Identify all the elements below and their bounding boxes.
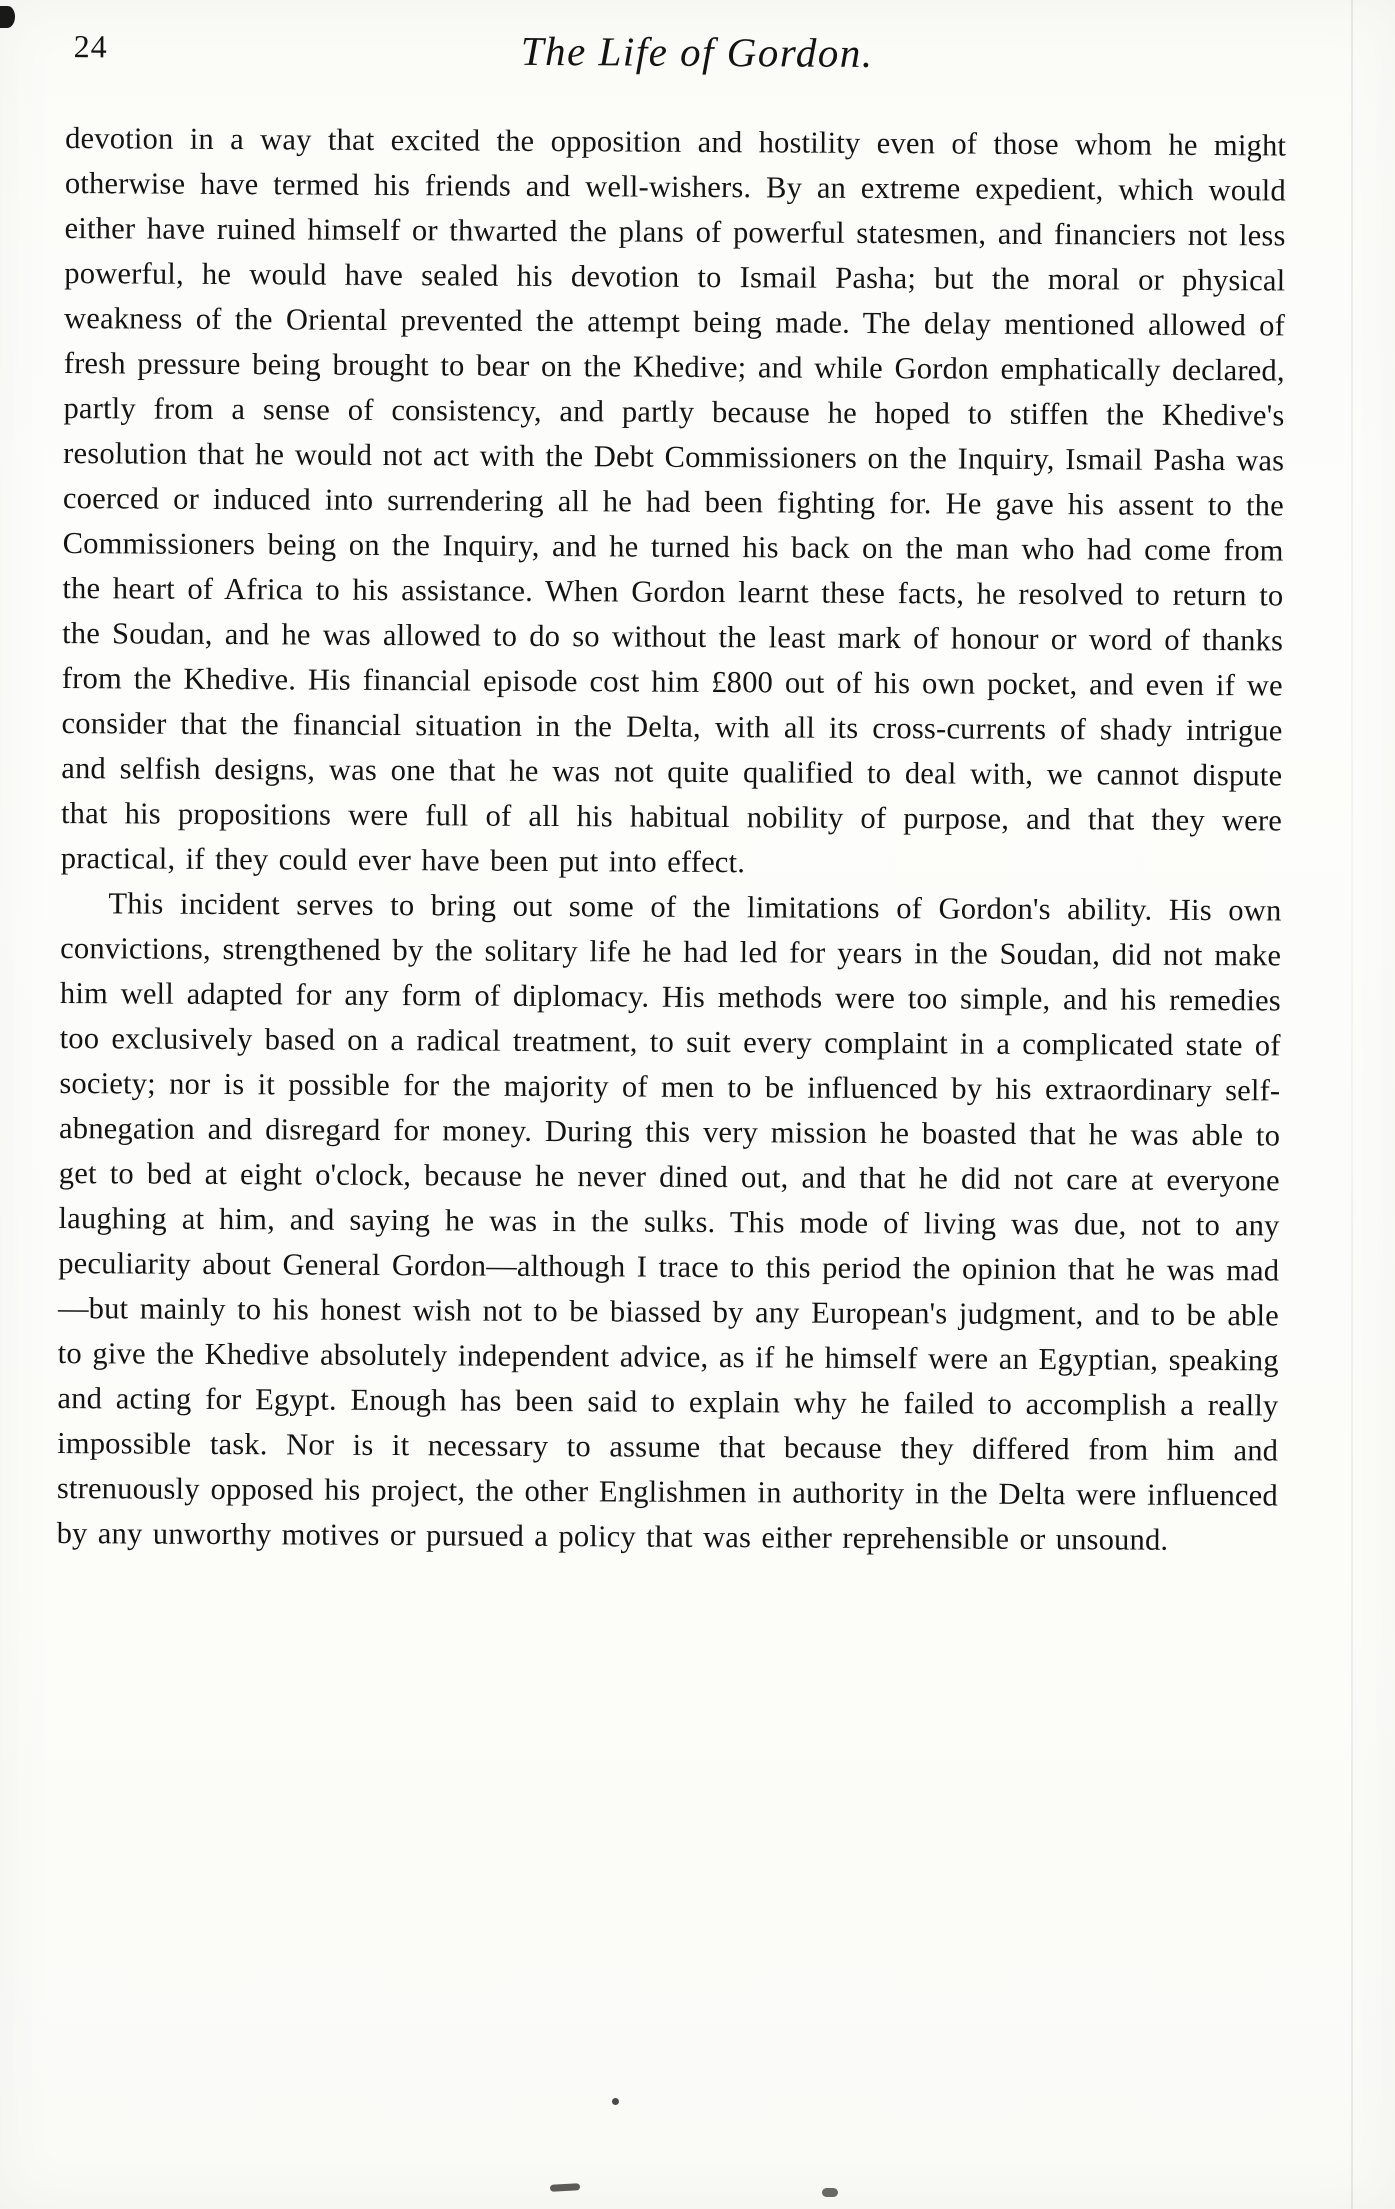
page-header: [0, 0, 1395, 98]
page-number: 24: [73, 28, 108, 65]
running-title: The Life of Gordon.: [520, 27, 874, 76]
text-block: [0, 116, 1394, 1564]
scan-crease-line: [1351, 0, 1353, 2209]
body-paragraph: This incident serves to bring out some of the limitations of Gordon's ability. His own convictions, strengthened by the solitary life he had led for years in the Soudan, did not make him well adapted for any form of diplomacy. His methods were too simple, and his remedies too exclusively based on a radical treatment, to suit every complaint in a complicated state of society; nor is it possible for the majority of men to be influenced by his extraordinary self-abnegation and disregard for money. During this very mission he boasted that he was able to get to bed at eight o'clock, because he never dined out, and that he did not care at everyone laughing at him, and saying he was in the sulks. This mode of living was due, not to any peculiarity about General Gordon—although I trace to this period the opinion that he was mad—but mainly to his honest wish not to be biassed by any European's judgment, and to be able to give the Khedive absolutely independent advice, as if he himself were an Egyptian, speaking and acting for Egypt. Enough has been said to explain why he failed to accomplish a really impossible task. Nor is it necessary to assume that because they differed from him and strenuously opposed his project, the other Englishmen in authority in the Delta were influenced by any unworthy motives or pursued a policy that was either reprehensible or unsound.: [56, 886, 1282, 1557]
body-paragraph: devotion in a way that excited the opposition and hostility even of those whom he might otherwise have termed his friends and well-wishers. By an extreme expedient, which would either have ruined himself or thwarted the plans of powerful statesmen, and financiers not less powerful, he would have sealed his devotion to Ismail Pasha; but the moral or physical weakness of the Oriental prevented the attempt being made. The delay mentioned allowed of fresh pressure being brought to bear on the Khedive; and while Gordon emphatically declared, partly from a sense of consistency, and partly because he hoped to stiffen the Khedive's resolution that he would not act with the Debt Commissioners on the Inquiry, Ismail Pasha was coerced or induced into surrendering all he had been fighting for. He gave his assent to the Commissioners being on the Inquiry, and he turned his back on the man who had come from the heart of Africa to his assistance. When Gordon learnt these facts, he resolved to return to the Soudan, and he was allowed to do so without the least mark of honour or word of thanks from the Khedive. His financial episode cost him £800 out of his own pocket, and even if we consider that the financial situation in the Delta, with all its cross-currents of shady intrigue and selfish designs, was one that he was not quite qualified to deal with, we cannot dispute that his propositions were full of all his habitual nobility of purpose, and that they were practical, if they could ever have been put into effect.: [60, 121, 1287, 880]
scan-speck: [822, 2188, 838, 2197]
scan-speck: [612, 2098, 619, 2105]
scan-speck: [550, 2183, 580, 2192]
